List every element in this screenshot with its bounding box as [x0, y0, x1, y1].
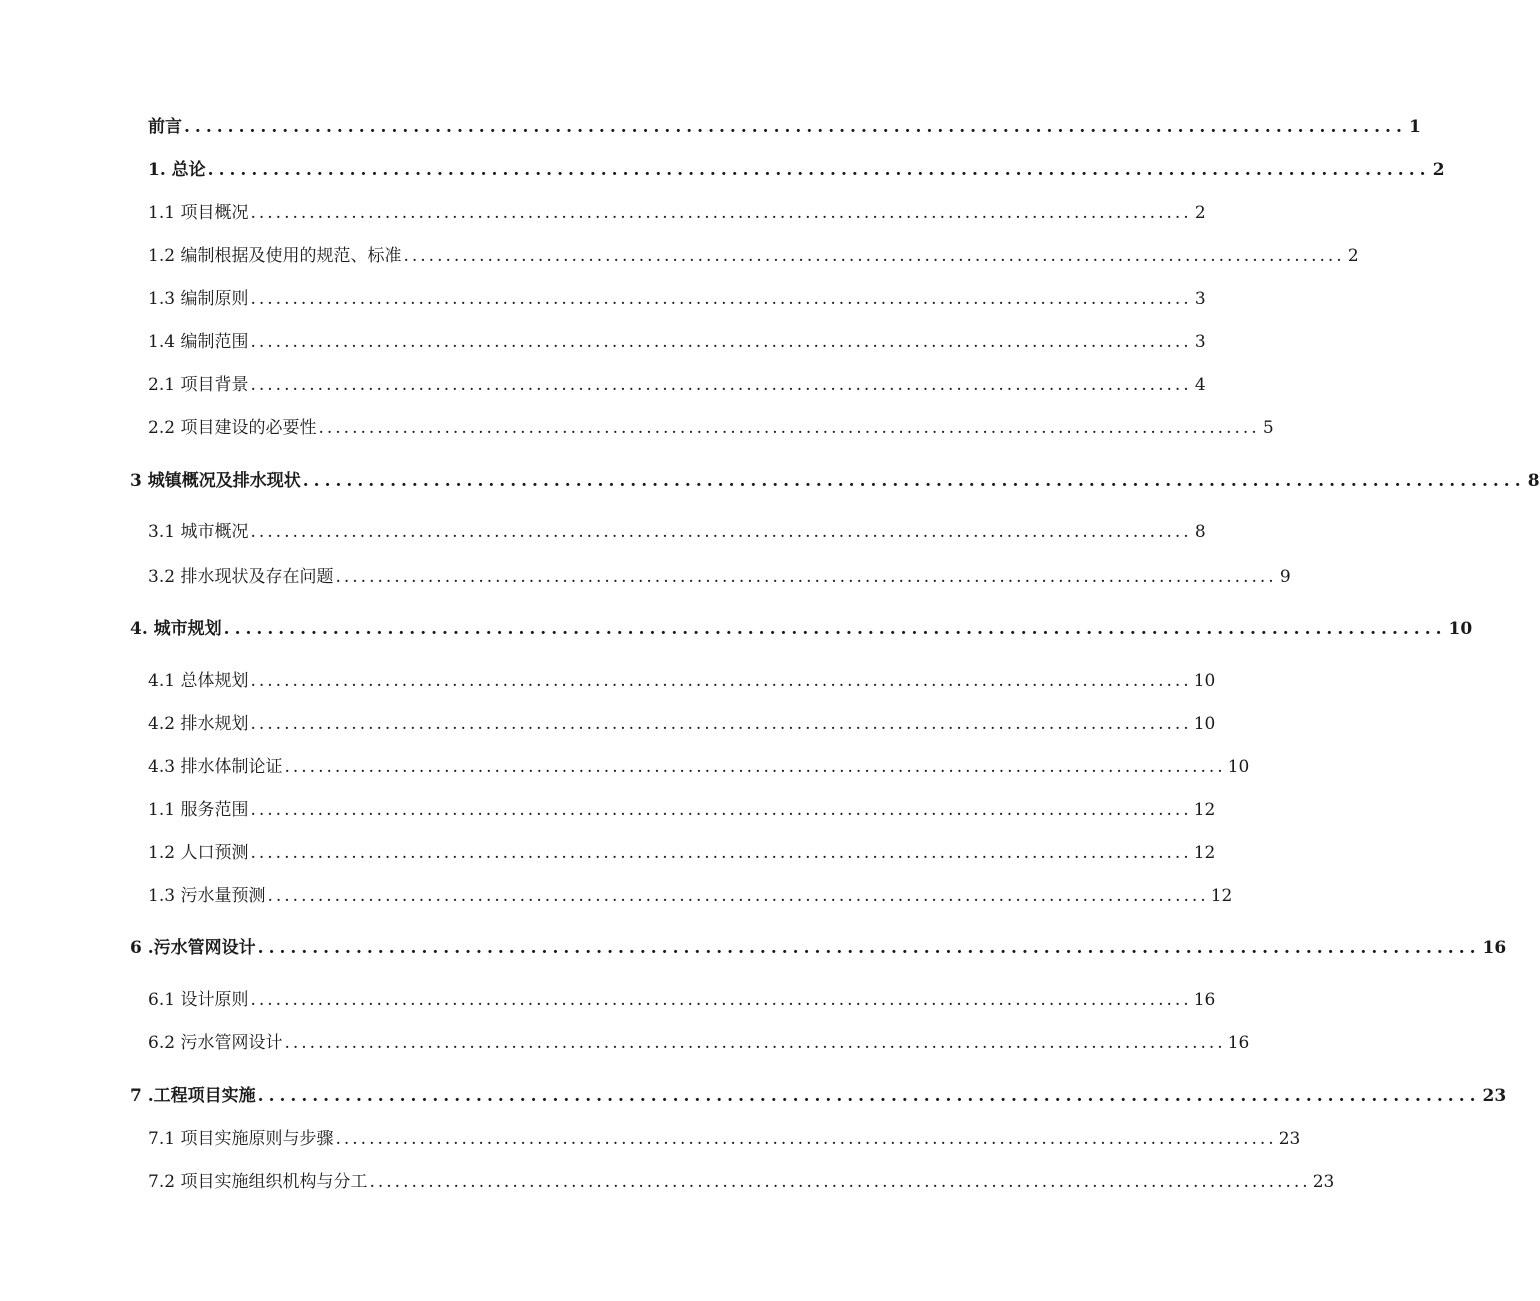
- toc-entry[interactable]: [148, 664, 1216, 692]
- toc-entry-page: 2: [1194, 203, 1206, 223]
- toc-entry-label: 3.2 排水现状及存在问题: [148, 567, 334, 587]
- toc-entry-label: 1.1 项目概况: [148, 203, 249, 223]
- toc-entry-label: 1.2 人口预测: [148, 843, 249, 863]
- toc-entry-page: 12: [1193, 843, 1216, 863]
- toc-entry-page: 12: [1193, 800, 1216, 820]
- toc-entry-label: 2.2 项目建设的必要性: [148, 418, 317, 438]
- toc-leader-dots: ................................................................................................................: [250, 671, 1192, 691]
- toc-leader-dots: ................................................................................................................: [257, 1086, 1481, 1106]
- toc-entry-page: 5: [1262, 418, 1274, 438]
- toc-entry[interactable]: [148, 560, 1291, 588]
- toc-entry-label: 1.3 污水量预测: [148, 886, 266, 906]
- toc-entry-page: 3: [1194, 332, 1206, 352]
- toc-entry-page: 10: [1193, 714, 1216, 734]
- toc-leader-dots: ................................................................................................................: [250, 375, 1192, 395]
- toc-entry-page: 16: [1227, 1033, 1250, 1053]
- toc-entry-label: 7.1 项目实施原则与步骤: [148, 1129, 334, 1149]
- toc-entry-label: 2.1 项目背景: [148, 375, 249, 395]
- toc-entry-page: 23: [1482, 1086, 1507, 1106]
- toc-entry[interactable]: [148, 153, 1445, 181]
- toc-entry-label: 1.3 编制原则: [148, 289, 249, 309]
- toc-leader-dots: ................................................................................................................: [223, 619, 1447, 639]
- toc-entry-label: 1. 总论: [148, 160, 206, 180]
- toc-leader-dots: ................................................................................................................: [250, 714, 1192, 734]
- toc-leader-dots: ................................................................................................................: [267, 886, 1209, 906]
- toc-entry-page: 16: [1482, 938, 1507, 958]
- toc-leader-dots: ................................................................................................................: [257, 938, 1481, 958]
- toc-leader-dots: ................................................................................................................: [250, 332, 1192, 352]
- toc-entry[interactable]: [148, 515, 1206, 543]
- toc-entry-page: 4: [1194, 375, 1206, 395]
- toc-entry-page: 1: [1409, 117, 1421, 137]
- toc-leader-dots: ................................................................................................................: [207, 160, 1431, 180]
- toc-leader-dots: ................................................................................................................: [403, 246, 1345, 266]
- toc-entry-page: 10: [1227, 757, 1250, 777]
- toc-entry-page: 23: [1278, 1129, 1301, 1149]
- toc-entry[interactable]: [148, 110, 1421, 138]
- toc-entry-page: 12: [1210, 886, 1233, 906]
- toc-leader-dots: ................................................................................................................: [250, 990, 1192, 1010]
- toc-entry[interactable]: [148, 1165, 1335, 1193]
- toc-entry[interactable]: [148, 1026, 1250, 1054]
- toc-entry-page: 2: [1347, 246, 1359, 266]
- toc-leader-dots: ................................................................................................................: [284, 757, 1226, 777]
- toc-entry[interactable]: [148, 1122, 1301, 1150]
- toc-entry-page: 9: [1279, 567, 1291, 587]
- toc-leader-dots: ................................................................................................................: [184, 117, 1407, 137]
- toc-entry[interactable]: [148, 196, 1206, 224]
- toc-entry-label: 4. 城市规划: [130, 619, 222, 639]
- toc-entry-label: 1.1 服务范围: [148, 800, 249, 820]
- toc-entry[interactable]: [148, 325, 1206, 353]
- toc-entry[interactable]: [148, 368, 1206, 396]
- toc-entry-page: 10: [1448, 619, 1473, 639]
- toc-entry[interactable]: [130, 1079, 1507, 1107]
- toc-entry-page: 23: [1312, 1172, 1335, 1192]
- toc-entry-label: 1.2 编制根据及使用的规范、标准: [148, 246, 402, 266]
- toc-entry-page: 2: [1432, 160, 1445, 180]
- toc-entry-label: 3 城镇概况及排水现状: [130, 471, 301, 491]
- toc-leader-dots: ................................................................................................................: [250, 203, 1192, 223]
- toc-entry[interactable]: [148, 282, 1206, 310]
- toc-entry-label: 4.1 总体规划: [148, 671, 249, 691]
- toc-leader-dots: ................................................................................................................: [250, 289, 1192, 309]
- toc-entry-label: 4.3 排水体制论证: [148, 757, 283, 777]
- toc-entry-label: 前言: [148, 117, 182, 137]
- toc-entry[interactable]: [148, 411, 1274, 439]
- toc-entry-page: 10: [1193, 671, 1216, 691]
- toc-leader-dots: ................................................................................................................: [250, 522, 1192, 542]
- toc-entry[interactable]: [148, 750, 1250, 778]
- toc-entry[interactable]: [130, 612, 1473, 640]
- toc-entry[interactable]: [130, 464, 1540, 492]
- toc-entry[interactable]: [130, 931, 1507, 959]
- toc-entry-label: 4.2 排水规划: [148, 714, 249, 734]
- toc-entry-label: 7 .工程项目实施: [130, 1086, 256, 1106]
- toc-leader-dots: ................................................................................................................: [284, 1033, 1226, 1053]
- toc-entry-page: 3: [1194, 289, 1206, 309]
- toc-entry[interactable]: [148, 239, 1359, 267]
- toc-entry-label: 7.2 项目实施组织机构与分工: [148, 1172, 368, 1192]
- toc-entry-page: 8: [1194, 522, 1206, 542]
- toc-entry-label: 6.2 污水管网设计: [148, 1033, 283, 1053]
- toc-leader-dots: ................................................................................................................: [318, 418, 1260, 438]
- toc-entry[interactable]: [148, 983, 1216, 1011]
- toc-entry-label: 1.4 编制范围: [148, 332, 249, 352]
- toc-leader-dots: ................................................................................................................: [302, 471, 1526, 491]
- toc-entry-page: 8: [1527, 471, 1540, 491]
- toc-entry[interactable]: [148, 707, 1216, 735]
- toc-entry-label: 6.1 设计原则: [148, 990, 249, 1010]
- toc-leader-dots: ................................................................................................................: [369, 1172, 1311, 1192]
- toc-entry[interactable]: [148, 879, 1233, 907]
- toc-leader-dots: ................................................................................................................: [250, 843, 1192, 863]
- toc-leader-dots: ................................................................................................................: [335, 1129, 1277, 1149]
- toc-leader-dots: ................................................................................................................: [250, 800, 1192, 820]
- toc-entry[interactable]: [148, 793, 1216, 821]
- toc-entry[interactable]: [148, 836, 1216, 864]
- toc-entry-label: 6 .污水管网设计: [130, 938, 256, 958]
- toc-entry-page: 16: [1193, 990, 1216, 1010]
- toc-leader-dots: ................................................................................................................: [335, 567, 1277, 587]
- toc-entry-label: 3.1 城市概况: [148, 522, 249, 542]
